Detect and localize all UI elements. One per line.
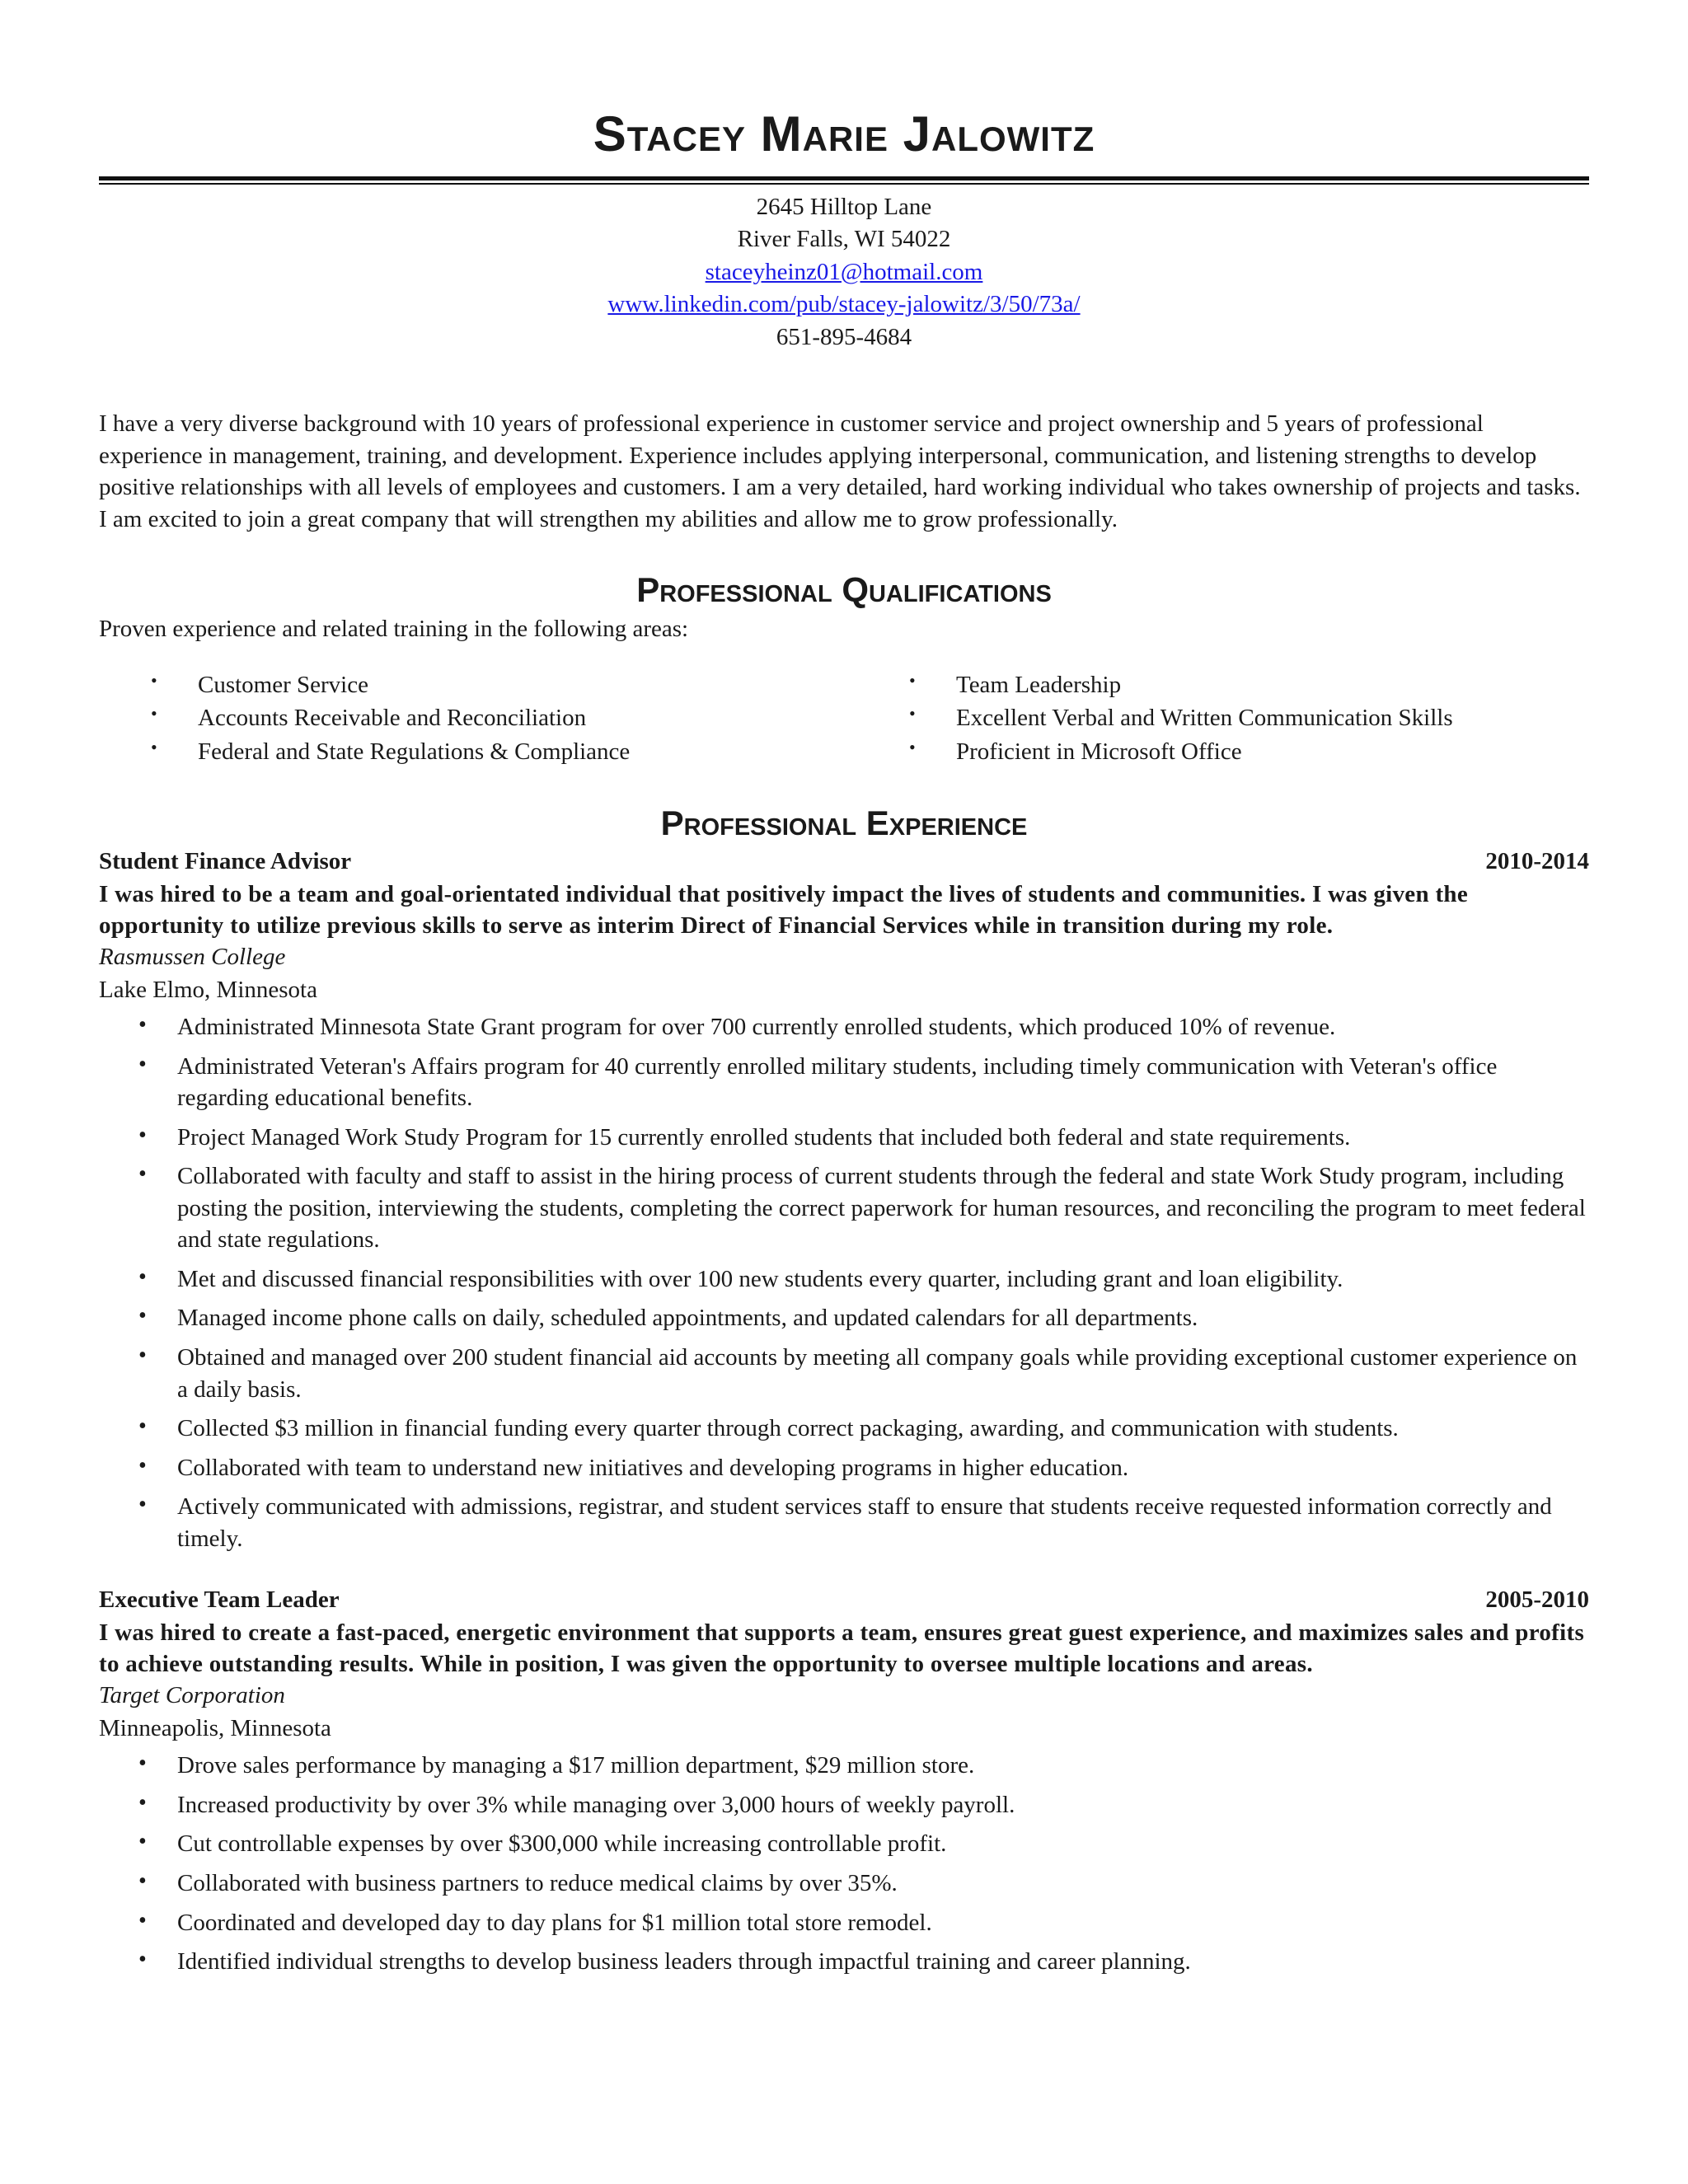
job-entry <box>99 846 1589 1554</box>
address-line-1: 2645 Hilltop Lane <box>756 194 932 220</box>
job-bullet: • Obtained and managed over 200 student financial aid accounts by meeting all company goals while providing exceptional customer experience on a daily basis. <box>99 1342 1589 1405</box>
job-dates: 2005-2010 <box>1485 1586 1589 1614</box>
job-entry <box>99 1584 1589 1977</box>
bullet-icon: • <box>151 736 157 757</box>
job-bullet: • Drove sales performance by managing a $17 million department, $29 million store. <box>99 1750 1589 1782</box>
qualifications-intro: Proven experience and related training in the following areas: <box>99 615 689 642</box>
job-bullet: • Collaborated with business partners to reduce medical claims by over 35%. <box>99 1868 1589 1900</box>
job-bullet: • Managed income phone calls on daily, scheduled appointments, and updated calendars for all departments. <box>99 1302 1589 1334</box>
experience-heading: Professional Experience <box>660 803 1028 842</box>
company-name: Target Corporation <box>99 1682 285 1709</box>
job-bullet: • Project Managed Work Study Program for 15 currently enrolled students that included both federal and state requirements. <box>99 1122 1589 1154</box>
qualification-item: • Excellent Verbal and Written Communication Skills <box>909 703 1453 732</box>
job-location: Minneapolis, Minnesota <box>99 1714 331 1741</box>
bullet-icon: • <box>138 1122 147 1148</box>
address-line-2: River Falls, WI 54022 <box>737 226 951 253</box>
bullet-icon: • <box>138 1303 147 1329</box>
job-header <box>99 846 1589 878</box>
qualification-item: • Accounts Receivable and Reconciliation <box>151 703 587 732</box>
resume-content <box>99 107 1589 1985</box>
job-bullet: • Collected $3 million in financial funding every quarter through correct packaging, awarding, and communication with students. <box>99 1413 1589 1445</box>
qualification-item: • Proficient in Microsoft Office <box>909 736 1242 765</box>
bullet-icon: • <box>909 670 916 691</box>
bullet-icon: • <box>138 1789 147 1816</box>
bullet-icon: • <box>138 1263 147 1290</box>
qualifications-list <box>99 668 1589 768</box>
job-bullet: • Actively communicated with admissions, registrar, and student services staff to ensure that students receive requested information correctly and timely. <box>99 1491 1589 1554</box>
job-header <box>99 1584 1589 1616</box>
job-bullet: • Collaborated with faculty and staff to assist in the hiring process of current students through the federal and state Work Study program, including posting the position, interviewing the students, completing the correct paperwork for human resources, and reconciling the program to meet federal and state regulations. <box>99 1160 1589 1256</box>
bullet-icon: • <box>138 1868 147 1894</box>
job-bullet: • Identified individual strengths to develop business leaders through impactful training and career planning. <box>99 1946 1589 1978</box>
job-bullet: • Administrated Veteran's Affairs program for 40 currently enrolled military students, including timely communication with Veteran's office regarding educational benefits. <box>99 1051 1589 1114</box>
email-link[interactable]: staceyheinz01@hotmail.com <box>705 258 983 285</box>
candidate-name: Stacey Marie Jalowitz <box>593 106 1095 162</box>
bullet-icon: • <box>138 1011 147 1038</box>
qualifications-heading: Professional Qualifications <box>636 570 1052 610</box>
company-name: Rasmussen College <box>99 944 286 971</box>
bullet-icon: • <box>151 703 157 724</box>
bullet-icon: • <box>138 1947 147 1973</box>
bullet-icon: • <box>138 1161 147 1188</box>
bullet-icon: • <box>138 1343 147 1369</box>
bullet-icon: • <box>138 1413 147 1440</box>
header-rule-thin <box>99 183 1589 185</box>
job-title: Executive Team Leader <box>99 1586 340 1614</box>
summary-paragraph: I have a very diverse background with 10 years of professional experience in customer service and project ownership and 5 years of professional experience in management, training, and development. Experience includes applying interpersonal, communication, and listening strengths to develop positive relationships with all levels of employees and customers. I am a very detailed, hard working individual who takes ownership of projects and tasks. I am excited to join a great company that will strengthen my abilities and allow me to grow professionally. <box>99 410 1581 532</box>
job-bullet: • Met and discussed financial responsibilities with over 100 new students every quarter, including grant and loan eligibility. <box>99 1263 1589 1296</box>
job-location: Lake Elmo, Minnesota <box>99 976 317 1003</box>
bullet-icon: • <box>151 670 157 691</box>
contact-block <box>99 191 1589 354</box>
job-title: Student Finance Advisor <box>99 848 352 875</box>
qualification-item: • Customer Service <box>151 670 368 699</box>
qualifications-left-column <box>99 668 857 768</box>
qualifications-right-column <box>857 668 1589 768</box>
job-dates: 2010-2014 <box>1485 848 1589 875</box>
bullet-icon: • <box>138 1829 147 1855</box>
job-description: I was hired to create a fast-paced, energetic environment that supports a team, ensures great guest experience, and maximizes sales and profits to achieve outstanding results. While in position, I was given the opportunity to oversee multiple locations and areas. <box>99 1619 1585 1678</box>
qualification-item: • Federal and State Regulations & Compliance <box>151 736 631 765</box>
bullet-icon: • <box>138 1051 147 1077</box>
job-bullet: • Cut controllable expenses by over $300,000 while increasing controllable profit. <box>99 1828 1589 1860</box>
job-bullets <box>99 1011 1589 1554</box>
bullet-icon: • <box>138 1492 147 1518</box>
bullet-icon: • <box>909 703 916 724</box>
bullet-icon: • <box>138 1452 147 1479</box>
job-bullet: • Administrated Minnesota State Grant program for over 700 currently enrolled students, which produced 10% of revenue. <box>99 1011 1589 1043</box>
bullet-icon: • <box>138 1750 147 1777</box>
bullet-icon: • <box>138 1907 147 1933</box>
bullet-icon: • <box>909 736 916 757</box>
qualification-item: • Team Leadership <box>909 670 1122 699</box>
phone-number: 651-895-4684 <box>776 323 912 350</box>
job-bullet: • Coordinated and developed day to day plans for $1 million total store remodel. <box>99 1907 1589 1939</box>
job-description: I was hired to be a team and goal-orientated individual that positively impact the lives of students and communities. I was given the opportunity to utilize previous skills to serve as interim Direct of Financial Services while in transition during my role. <box>99 880 1469 939</box>
job-bullet: • Increased productivity by over 3% while managing over 3,000 hours of weekly payroll. <box>99 1789 1589 1821</box>
job-bullets <box>99 1750 1589 1977</box>
linkedin-link[interactable]: www.linkedin.com/pub/stacey-jalowitz/3/50/73a/ <box>607 291 1081 318</box>
job-bullet: • Collaborated with team to understand new initiatives and developing programs in higher education. <box>99 1452 1589 1484</box>
